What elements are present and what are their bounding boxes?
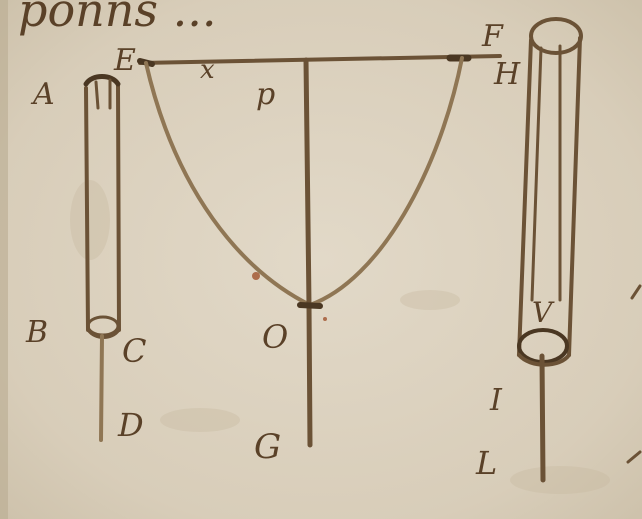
label-g: G [254, 427, 282, 467]
top-handwriting: ponns ... [18, 0, 217, 37]
ink-stain [252, 272, 260, 280]
left-edge-shadow [0, 0, 8, 519]
label-i: I [490, 383, 502, 418]
label-x: x [200, 55, 215, 85]
label-c: C [122, 332, 147, 370]
right-rod-l [542, 356, 543, 480]
ink-stain-small [323, 317, 327, 321]
label-f: F [482, 19, 503, 54]
label-o: O [262, 318, 289, 356]
label-v: V [532, 296, 553, 329]
left-rod-d [101, 336, 102, 440]
label-l: L [476, 444, 498, 482]
vertex-mark-o [300, 305, 320, 306]
label-h: H [494, 57, 521, 92]
label-a: A [33, 77, 55, 112]
label-b: B [26, 315, 49, 350]
label-e: E [114, 43, 136, 78]
label-d: D [118, 406, 144, 444]
label-p: p [256, 77, 276, 112]
